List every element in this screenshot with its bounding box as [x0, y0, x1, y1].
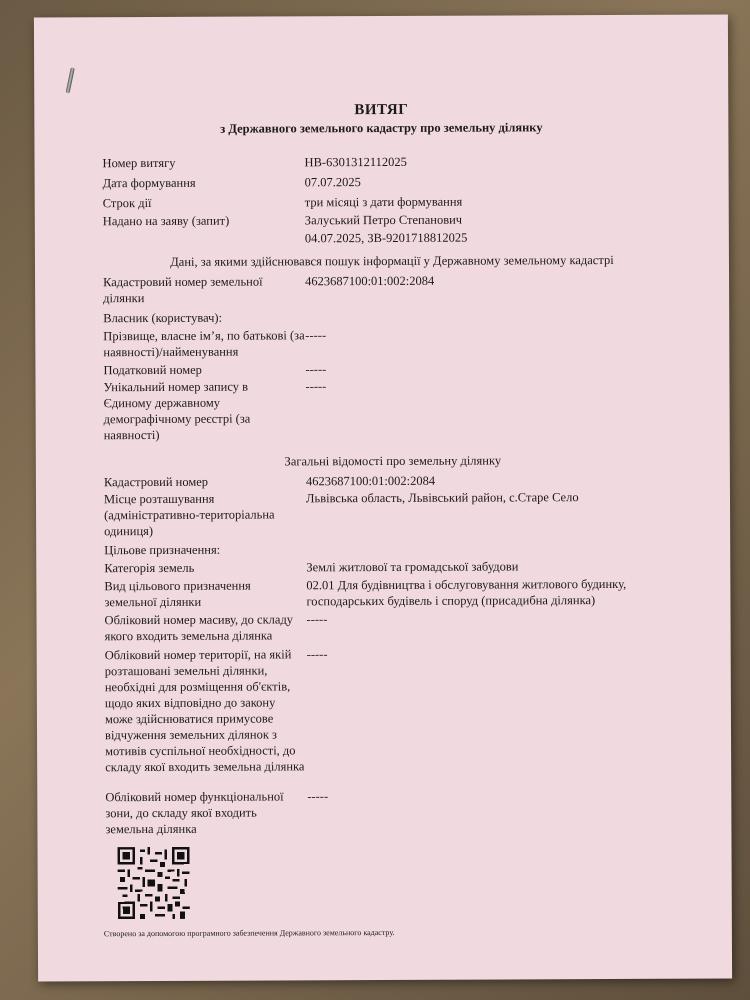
field-value-validity: три місяці з дати формування — [304, 194, 463, 210]
field-label-extract-number: Номер витягу — [102, 155, 176, 171]
field-label-tax-number: Податковий номер — [103, 362, 202, 378]
field-label-zone-number: Обліковий номер функціональної зони, до складу якої входить земельна ділянка — [105, 789, 284, 837]
field-label-purpose-type: Вид цільового призначення земельної ділянки — [104, 578, 251, 610]
field-label-request: Надано на заяву (запит) — [102, 213, 230, 229]
field-label-purpose: Цільове призначення: — [104, 542, 221, 558]
field-label-registry-record: Унікальний номер запису в Єдиному державному демографічному реєстрі (за наявності) — [103, 379, 251, 443]
field-value-location: Львівська область, Львівський район, с.Старе Село — [305, 490, 579, 506]
field-value-applicant: Залуський Петро Степанович — [304, 212, 463, 228]
field-value-extract-number: НВ-6301312112025 — [304, 154, 407, 170]
document-page — [34, 14, 732, 981]
field-value-formation-date: 07.07.2025 — [304, 175, 361, 190]
field-label-land-category: Категорія земель — [104, 560, 195, 576]
document-subtitle: з Державного земельного кадастру про земельну ділянку — [220, 120, 543, 136]
document-title: ВИТЯГ — [354, 101, 409, 119]
field-value-full-name: ----- — [305, 328, 327, 343]
field-label-owner: Власник (користувач): — [103, 310, 223, 326]
field-value-request-ref: 04.07.2025, ЗВ-9201718812025 — [304, 230, 468, 246]
field-label-location: Місце розташування (адміністративно-територіальна одиниця) — [103, 491, 275, 539]
field-value-cadastral-number: 4623687100:01:002:2084 — [305, 273, 435, 289]
field-label-full-name: Прізвище, власне ім’я, по батькові (за наявності)/найменування — [103, 328, 305, 360]
footer-note: Створено за допомогою програмного забезпечення Державного земельного кадастру. — [103, 927, 395, 939]
field-label-array-number: Обліковий номер масиву, до складу якого входить земельна ділянка — [104, 612, 294, 644]
qr-code-icon — [118, 847, 190, 919]
field-label-cadastral: Кадастровий номер — [103, 474, 209, 490]
general-section-heading: Загальні відомості про земельну ділянку — [284, 453, 502, 469]
field-label-validity: Строк дії — [102, 196, 152, 211]
field-label-territory-number: Обліковий номер території, на якій розташовані земельні ділянки, необхідні для розміщення об'єктів, щодо яких відповідно до закону може здійснюватися примусове відчуження земельних ділянок з мотивів суспільної необхідності, до складу якої входить земельна ділянка — [104, 647, 305, 775]
field-value-tax-number: ----- — [305, 362, 327, 377]
staple-icon — [66, 67, 75, 93]
field-value-territory-number: ----- — [306, 647, 328, 662]
search-section-heading: Дані, за якими здійснювався пошук інформації у Державному земельному кадастрі — [170, 252, 614, 269]
field-value-land-category: Землі житлової та громадської забудови — [306, 559, 519, 575]
field-value-array-number: ----- — [306, 612, 328, 627]
field-value-registry-record: ----- — [305, 379, 327, 394]
field-label-cadastral-number: Кадастровий номер земельної ділянки — [103, 274, 263, 306]
field-value-cadastral: 4623687100:01:002:2084 — [305, 473, 436, 489]
field-value-purpose-type: 02.01 Для будівництва і обслуговування житлового будинку, господарських будівель і споруд (присадибна ділянка) — [306, 576, 627, 609]
field-label-formation-date: Дата формування — [102, 175, 196, 191]
field-value-zone-number: ----- — [307, 789, 329, 804]
